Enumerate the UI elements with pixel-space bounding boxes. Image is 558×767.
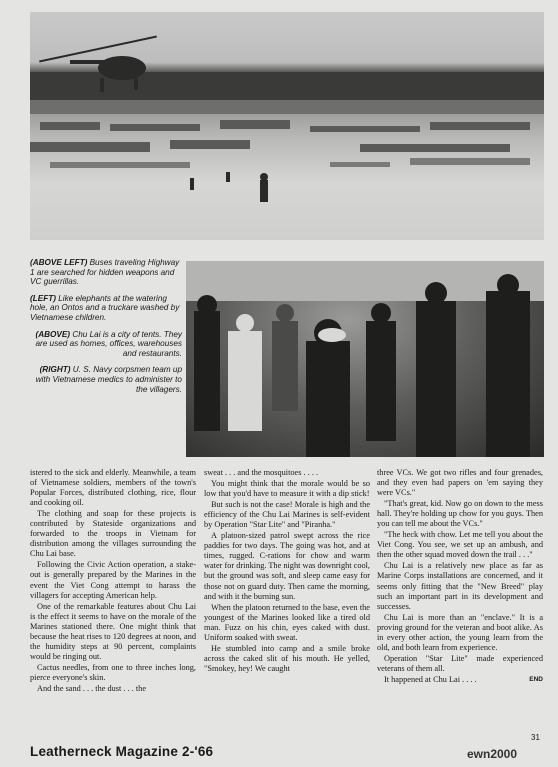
paragraph: A platoon-sized patrol swept across the rice paddies for two days. The going was hot, and at times, rugged. C-rations for chow and warm water for drinking. The night was downright cool, but the ground was soft, and sleep came easy for those not on guard duty. Then came the morning, and with it the burning sun. [204,531,370,601]
caption-text: U. S. Navy corpsmen team up with Vietnamese medics to administer to the villagers. [35,365,182,394]
text-column-1 [30,468,196,695]
paragraph: He stumbled into camp and a smile broke across the caked slit of his mouth. He yelled, "Smokey, hey! We caught [204,643,370,673]
text-column-2 [204,468,370,675]
paragraph: It happened at Chu Lai . . . . [384,674,477,684]
paragraph: Chu Lai is more than an "enclave." It is a proving ground for the veteran and boot alike. As in every other action, the young learn from the old, and both learn from experience. [377,612,543,652]
magazine-title-footer: Leatherneck Magazine 2-'66 [30,744,214,759]
paragraph: Cactus needles, from one to three inches long, pierce everyone's skin. [30,662,196,682]
paragraph-final [377,675,543,685]
paragraph: But such is not the case! Morale is high and the efficiency of the Chu Lai Marines is self-evident by Operation "Star Lite" and "Piranha." [204,500,370,530]
paragraph: One of the remarkable features about Chu Lai is the effect it seems to have on the morale of the Marines stationed there. One might think that because the heat rises to 120 degrees at noon, and the humidity steps at 90 percent, complaints would be ringing out. [30,601,196,661]
caption-tag: (LEFT) [30,293,56,303]
paragraph: Following the Civic Action operation, a stake-out is generally prepared by the Marines in the event the Viet Cong attempt to harass the villagers for accepting American help. [30,560,196,600]
paragraph: And the sand . . . the dust . . . the [37,683,146,693]
paragraph: Operation "Star Lite" made experienced veterans of them all. [377,653,543,673]
caption-above [30,330,182,359]
caption-tag: (ABOVE LEFT) [30,258,88,267]
caption-text: Buses traveling Highway 1 are searched for hidden weapons and VC guerrillas. [30,258,180,287]
paragraph: The clothing and soap for these projects is contributed by Stateside organizations and forwarded to the troops in Vietnam for distribution among the villages surrounding the Chu Lai base. [30,509,196,559]
caption-text: Like elephants at the watering hole, an Ontos and a truckare washed by Vietnamese children. [30,293,180,322]
caption-tag: (RIGHT) [39,365,71,375]
paragraph: sweat . . . and the mosquitoes . . . . [204,468,319,477]
paragraph: three VCs. We got two rifles and four grenades, and they even had papers on 'em saying they were VCs." [377,468,543,498]
caption-tag: (ABOVE) [35,329,71,339]
page-number: 31 [531,733,540,742]
photo-helicopter-tent-city [30,12,544,240]
paragraph: When the platoon returned to the base, even the youngest of the Marines looked like a tired old man. Fuzz on his chin, eyes caked with dust. Uniform soaked with sweat. [204,602,370,642]
caption-text: Chu Lai is a city of tents. They are used as homes, offices, warehouses and restaurants. [35,329,182,358]
caption-above-left [30,258,182,287]
paragraph: "The heck with chow. Let me tell you about the Viet Cong. You see, we set up an ambush, and then the other squad moved down the trail . . ." [377,530,543,560]
photo-helicopter-tent-city-art [30,12,544,240]
paragraph: Chu Lai is a relatively new place as far as Marine Corps installations are concerned, and it seems only fitting that the "New Breed" play such an important part in its development and successes. [377,561,543,611]
photo-navy-corpsmen-villagers-art [186,261,544,457]
caption-left [30,294,182,323]
photo-captions [30,258,182,401]
end-mark: END [529,675,543,683]
paragraph: You might think that the morale would be so low that you'd have to measure it with a dip stick! [204,479,370,499]
caption-right [30,365,182,394]
paragraph: istered to the sick and elderly. Meanwhile, a team of Vietnamese soldiers, members of the town's Popular Forces, distributed clothing, rice, flour and cooking oil. [30,468,196,508]
text-column-3 [377,468,543,686]
paragraph: "That's great, kid. Now go on down to the mess hall. They're holding up chow for you guys. Then you can tell me about the VCs." [377,499,543,529]
photo-navy-corpsmen-villagers [186,261,544,457]
scan-credit: ewn2000 [467,747,518,761]
